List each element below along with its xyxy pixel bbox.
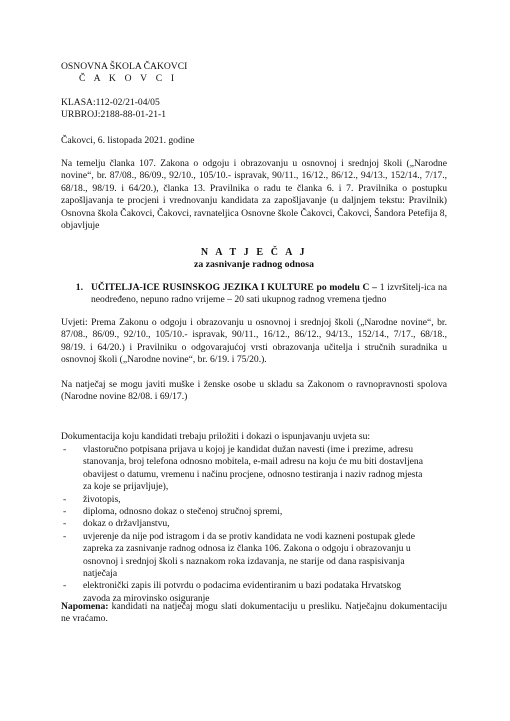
equality-paragraph: Na natječaj se mogu javiti muške i ženske osobe u skladu sa Zakonom o ravnopravnosti spolova (Narodne novine 82/08. i 69/17.)	[61, 379, 447, 403]
list-item: - dokaz o državljanstvu,	[63, 518, 170, 530]
town-name: Č A K O V C I	[79, 73, 178, 85]
intro-paragraph: Na temelju članka 107. Zakona o odgoju i obrazovanju u osnovnoj i srednjoj školi („Narodne novine“, br. 87/08., 86/09., 92/10., 105/10.- ispravak, 90/11., 16/12., 86/12., 94/13., 152/14., 7/17., 68/18., 98/19. i 64/20.), članka 13. Pravilnika o radu te članka 6. i 7. Pravilnika o postupku zapošljavanja te procjeni i vrednovanju kandidata za zapošljavanje (u daljnjem tekstu: Pravilnik) Osnovna škola Čakovci, Čakovci, ravnateljica Osnovne škole Čakovci, Čakovci, Šandora Petefija 8, objavljuje	[61, 158, 447, 232]
letterhead	[61, 61, 447, 86]
position-title: UČITELJA-ICE RUSINSKOG JEZIKA I KULTURE po modelu C –	[91, 282, 377, 293]
list-item: - elektronički zapis ili potvrdu o podacima evidentiranim u bazi podataka Hrvatskog zavoda za mirovinsko osiguranje	[63, 580, 402, 604]
document-title: N A T J E Č A J	[200, 247, 308, 258]
document-date: Čakovci, 6. listopada 2021. godine	[61, 135, 195, 146]
documents-intro: Dokumentacija koju kandidati trebaju priložiti i dokazi o ispunjavanju uvjeta su:	[61, 431, 371, 442]
note-text: kandidati na natječaj mogu slati dokumentaciju u presliku. Natječajnu dokumentaciju ne vraćamo.	[61, 601, 447, 625]
title-block	[61, 247, 447, 272]
conditions-paragraph: Uvjeti: Prema Zakonu o odgoju i obrazovanju u osnovnoj i srednjoj školi („Narodne novine“, br. 87/08., 86/09., 92/10., 105/10.- ispravak, 90/11., 16/12., 86/12., 94/13., 152/14., 7/17., 68/18., 98/19. i 64/20.) i Pravilniku o odgovarajućoj vrsti obrazovanja učitelja i stručnih suradnika u osnovnoj školi („Narodne novine“, br. 6/19. i 75/20.).	[61, 317, 447, 366]
list-item: - uvjerenje da nije pod istragom i da se protiv kandidata ne vodi kazneni postupak glede zapreka za zasnivanje radnog odnosa iz članka 106. Zakona o odgoju i obrazovanju u osnovnoj i srednjoj školi s naznakom roka izdavanja, ne starije od dana raspisivanja natječaja	[63, 530, 415, 580]
urbroj: URBROJ:2188-88-01-21-1	[61, 109, 166, 121]
position-number: 1.	[75, 282, 83, 293]
klasa: KLASA:112-02/21-04/05	[61, 97, 160, 108]
list-item: - životopis,	[63, 493, 121, 505]
note-label: Napomena:	[61, 601, 109, 612]
note-paragraph	[61, 601, 447, 626]
school-name: OSNOVNA ŠKOLA ČAKOVCI	[61, 61, 188, 72]
position-details: 1 izvršitelj-ica na neodređeno, nepuno radno vrijeme – 20 sati ukupnog radnog vremena tjedno	[91, 282, 447, 306]
documents-list	[63, 444, 423, 605]
list-item: - diploma, odnosno dokaz o stečenoj stručnoj spremi,	[63, 506, 283, 518]
position-text	[91, 282, 447, 307]
list-item: - vlastoručno potpisana prijava u kojoj je kandidat dužan navesti (ime i prezime, adresu stanovanja, broj telefona odnosno mobitela, e-mail adresu na koju će mu biti dostavljena obavijest o datumu, vremenu i načinu procjene, odnosno testiranja i naziv radnog mjesta za koje se prijavljuje),	[63, 444, 423, 493]
reference-codes	[61, 97, 447, 122]
position-item	[61, 282, 447, 307]
document-subtitle: za zasnivanje radnog odnosa	[193, 259, 315, 271]
